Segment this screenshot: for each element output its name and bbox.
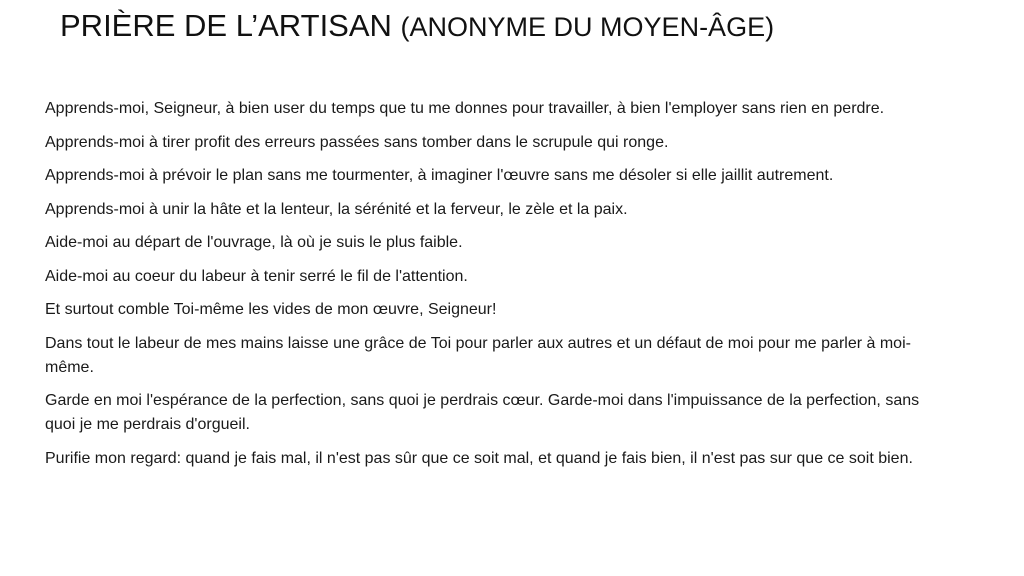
- page-title: [60, 9, 820, 44]
- paragraph: Apprends-moi à unir la hâte et la lenteur, la sérénité et la ferveur, le zèle et la paix.: [45, 200, 628, 218]
- title-main: PRIÈRE DE L’ARTISAN: [60, 8, 392, 43]
- paragraph: Et surtout comble Toi-même les vides de mon œuvre, Seigneur!: [45, 301, 497, 318]
- title-subtitle: (ANONYME DU MOYEN-ÂGE): [400, 12, 775, 42]
- prayer-text: [45, 97, 950, 480]
- paragraph: Dans tout le labeur de mes mains laisse une grâce de Toi pour parler aux autres et un défaut de moi pour me parler à moi-même.: [45, 334, 911, 376]
- paragraph: Apprends-moi, Seigneur, à bien user du temps que tu me donnes pour travailler, à bien l'employer sans rien en perdre.: [45, 100, 885, 117]
- paragraph: Aide-moi au départ de l'ouvrage, là où je suis le plus faible.: [45, 234, 463, 251]
- paragraph: Aide-moi au coeur du labeur à tenir serré le fil de l'attention.: [45, 267, 468, 285]
- paragraph: Garde en moi l'espérance de la perfection, sans quoi je perdrais cœur. Garde-moi dans l'impuissance de la perfection, sans quoi je me perdrais d'orgueil.: [45, 392, 920, 433]
- paragraph: Apprends-moi à tirer profit des erreurs passées sans tomber dans le scrupule qui ronge.: [45, 133, 669, 151]
- paragraph: Purifie mon regard: quand je fais mal, il n'est pas sûr que ce soit mal, et quand je fais bien, il n'est pas sur que ce soit bien.: [45, 449, 913, 467]
- paragraph: Apprends-moi à prévoir le plan sans me tourmenter, à imaginer l'œuvre sans me désoler si elle jaillit autrement.: [45, 167, 834, 184]
